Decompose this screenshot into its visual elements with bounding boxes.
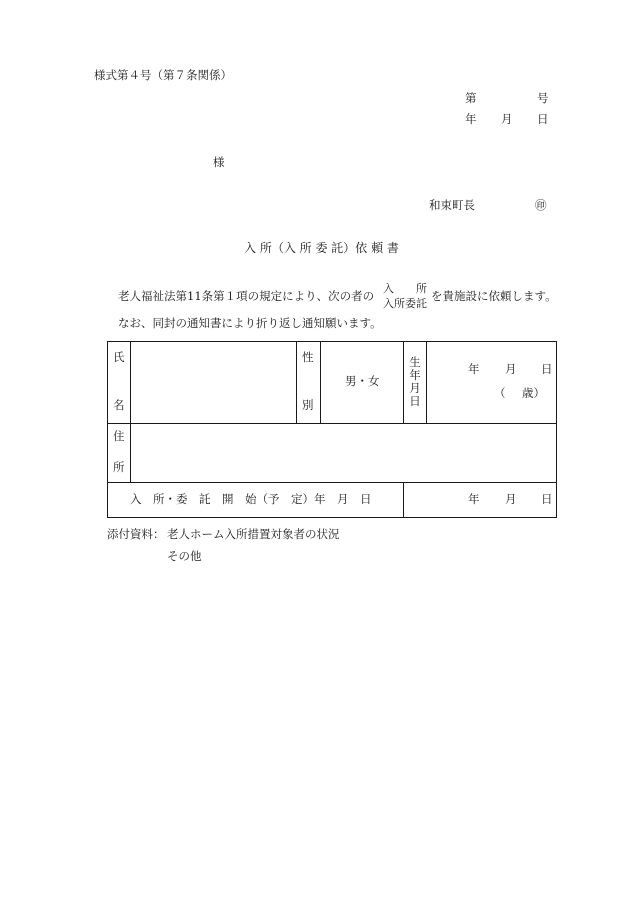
birth-year[interactable]: 年 — [468, 362, 480, 376]
body-line1-after: を貴施設に依頼します。 — [431, 289, 557, 303]
body-line2: なお、同封の通知書により折り返し通知願います。 — [118, 316, 382, 330]
name-label-bottom: 名 — [113, 398, 125, 412]
date-day: 日 — [537, 112, 549, 126]
birth-date-label: 生 年 月 日 — [409, 355, 421, 408]
name-label-top: 氏 — [113, 350, 125, 364]
sex-label-bottom: 別 — [302, 398, 314, 412]
body-stack-bottom: 入所委託 — [383, 297, 427, 310]
birth-month[interactable]: 月 — [505, 362, 517, 376]
seal-mark: ㊞ — [535, 198, 547, 212]
start-day[interactable]: 日 — [541, 492, 553, 506]
attachment-item-1: 老人ホーム入所措置対象者の状況 — [167, 527, 340, 541]
sex-value[interactable]: 男・女 — [345, 374, 380, 388]
name-field[interactable] — [131, 342, 296, 423]
form-label: 様式第４号（第７条関係） — [94, 68, 232, 82]
date-year: 年 — [465, 112, 477, 126]
attachment-item-2: その他 — [167, 549, 202, 563]
age-close[interactable]: 歳） — [522, 386, 545, 400]
address-label-top: 住 — [113, 429, 125, 443]
age-open: （ — [494, 386, 506, 400]
document-title: 入 所（入 所 委 託）依 頼 書 — [244, 241, 399, 255]
start-date-label: 入 所・委 託 開 始（予 定）年 月 日 — [130, 492, 372, 506]
doc-number-suffix: 号 — [537, 91, 549, 105]
doc-number-prefix: 第 — [465, 91, 477, 105]
address-field[interactable] — [131, 424, 556, 482]
body-stack-top: 入 所 — [383, 282, 427, 295]
attachments-label: 添付資料： — [107, 527, 165, 541]
start-month[interactable]: 月 — [505, 492, 517, 506]
date-month: 月 — [501, 112, 513, 126]
addressee-suffix: 様 — [213, 155, 225, 169]
sender-name: 和束町長 — [429, 198, 475, 212]
body-line1-before: 老人福祉法第11条第１項の規定により、次の者の — [118, 289, 375, 303]
address-label-bottom: 所 — [113, 460, 125, 474]
start-year[interactable]: 年 — [468, 492, 480, 506]
sex-label-top: 性 — [302, 350, 314, 364]
birth-day[interactable]: 日 — [541, 362, 553, 376]
